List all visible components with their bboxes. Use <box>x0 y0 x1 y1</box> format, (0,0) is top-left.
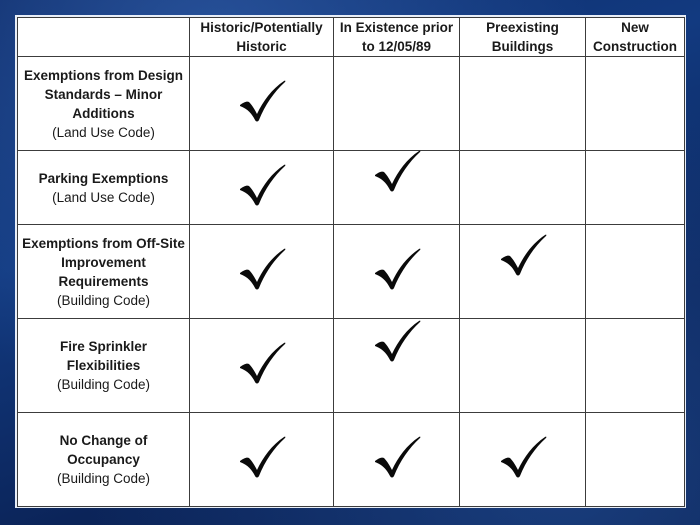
cell-historic <box>190 225 334 319</box>
header-new-construction: New Construction <box>586 18 685 57</box>
cell-new-construction <box>586 413 685 507</box>
header-blank <box>18 18 190 57</box>
header-historic: Historic/Potentially Historic <box>190 18 334 57</box>
header-preexisting: Preexisting Buildings <box>460 18 586 57</box>
cell-in-existence <box>334 319 460 413</box>
checkmark-icon <box>373 247 421 291</box>
row-source: (Land Use Code) <box>52 124 155 140</box>
checkmark-icon <box>373 319 421 363</box>
cell-preexisting <box>460 413 586 507</box>
checkmark-icon <box>238 79 286 123</box>
cell-preexisting <box>460 151 586 225</box>
cell-new-construction <box>586 319 685 413</box>
slide-frame <box>15 15 686 508</box>
row-title: Exemptions from Off-Site Improvement Requirements <box>22 235 185 289</box>
cell-historic <box>190 319 334 413</box>
table-row <box>18 57 685 151</box>
row-title: Parking Exemptions <box>38 170 169 186</box>
header-row <box>18 18 685 57</box>
row-label <box>18 225 190 319</box>
cell-new-construction <box>586 151 685 225</box>
exemptions-table <box>17 17 685 507</box>
cell-preexisting <box>460 319 586 413</box>
row-source: (Land Use Code) <box>52 189 155 205</box>
cell-preexisting <box>460 57 586 151</box>
row-source: (Building Code) <box>56 292 151 308</box>
cell-in-existence <box>334 151 460 225</box>
cell-new-construction <box>586 225 685 319</box>
cell-historic <box>190 57 334 151</box>
cell-historic <box>190 413 334 507</box>
row-source: (Building Code) <box>56 471 151 486</box>
row-source: (Building Code) <box>56 377 151 392</box>
table-row <box>18 151 685 225</box>
cell-new-construction <box>586 57 685 151</box>
cell-historic <box>190 151 334 225</box>
row-label <box>18 151 190 225</box>
checkmark-icon <box>373 435 421 479</box>
cell-in-existence <box>334 225 460 319</box>
row-title: Fire Sprinkler Flexibilities <box>59 339 148 373</box>
cell-in-existence <box>334 413 460 507</box>
checkmark-icon <box>499 435 547 479</box>
row-label <box>18 413 190 507</box>
checkmark-icon <box>238 163 286 207</box>
row-title: Exemptions from Design Standards – Minor Additions <box>23 67 184 121</box>
checkmark-icon <box>373 149 421 193</box>
checkmark-icon <box>238 247 286 291</box>
table-row <box>18 319 685 413</box>
cell-preexisting <box>460 225 586 319</box>
checkmark-icon <box>499 233 547 277</box>
table-row <box>18 413 685 507</box>
row-title: No Change of Occupancy <box>59 433 148 467</box>
checkmark-icon <box>238 341 286 385</box>
header-in-existence: In Existence prior to 12/05/89 <box>334 18 460 57</box>
row-label <box>18 57 190 151</box>
row-label <box>18 319 190 413</box>
checkmark-icon <box>238 435 286 479</box>
cell-in-existence <box>334 57 460 151</box>
table-row <box>18 225 685 319</box>
